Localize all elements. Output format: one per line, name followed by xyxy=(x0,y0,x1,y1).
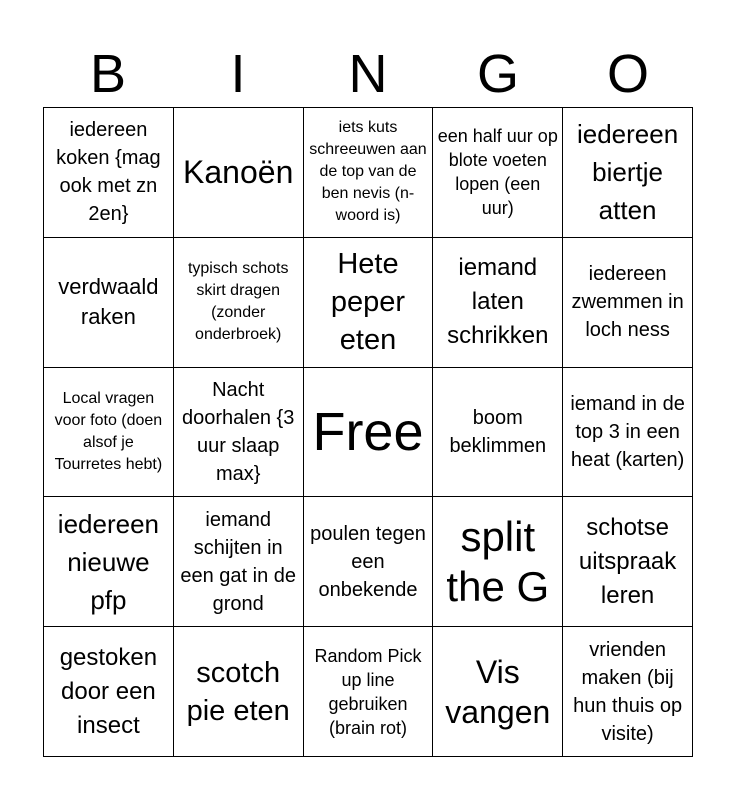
bingo-cell[interactable]: scotch pie eten xyxy=(174,627,304,757)
bingo-cell[interactable]: verdwaald raken xyxy=(44,238,174,368)
bingo-cell[interactable]: iedereen koken {mag ook met zn 2en} xyxy=(44,108,174,238)
bingo-cell[interactable]: een half uur op blote voeten lopen (een uur) xyxy=(433,108,563,238)
title-letter-n: N xyxy=(348,44,388,104)
title-letter-i: I xyxy=(230,44,246,104)
title-letter-g: G xyxy=(476,44,519,104)
bingo-cell[interactable]: Random Pick up line gebruiken (brain rot) xyxy=(304,627,434,757)
bingo-cell[interactable]: iemand laten schrikken xyxy=(433,238,563,368)
bingo-cell[interactable]: boom beklimmen xyxy=(433,368,563,498)
bingo-title xyxy=(43,40,693,108)
bingo-cell[interactable]: schotse uitspraak leren xyxy=(563,497,693,627)
free-cell[interactable]: Free xyxy=(304,368,434,498)
bingo-cell[interactable]: Local vragen voor foto (doen alsof je Tourretes hebt) xyxy=(44,368,174,498)
title-letter-b: B xyxy=(89,44,127,104)
title-letter-o: O xyxy=(606,44,649,104)
bingo-cell[interactable]: Hete peper eten xyxy=(304,238,434,368)
bingo-cell[interactable]: iedereen biertje atten xyxy=(563,108,693,238)
bingo-cell[interactable]: typisch schots skirt dragen (zonder onderbroek) xyxy=(174,238,304,368)
bingo-cell[interactable]: Vis vangen xyxy=(433,627,563,757)
bingo-cell[interactable]: iedereen nieuwe pfp xyxy=(44,497,174,627)
bingo-cell[interactable]: split the G xyxy=(433,497,563,627)
bingo-cell[interactable]: iets kuts schreeuwen aan de top van de ben nevis (n-woord is) xyxy=(304,108,434,238)
bingo-cell[interactable]: iemand in de top 3 in een heat (karten) xyxy=(563,368,693,498)
bingo-cell[interactable]: poulen tegen een onbekende xyxy=(304,497,434,627)
bingo-cell[interactable]: iedereen zwemmen in loch ness xyxy=(563,238,693,368)
bingo-cell[interactable]: Nacht doorhalen {3 uur slaap max} xyxy=(174,368,304,498)
bingo-cell[interactable]: vrienden maken (bij hun thuis op visite) xyxy=(563,627,693,757)
bingo-cell[interactable]: iemand schijten in een gat in de grond xyxy=(174,497,304,627)
bingo-cell[interactable]: Kanoën xyxy=(174,108,304,238)
bingo-cell[interactable]: gestoken door een insect xyxy=(44,627,174,757)
bingo-grid xyxy=(43,107,693,757)
